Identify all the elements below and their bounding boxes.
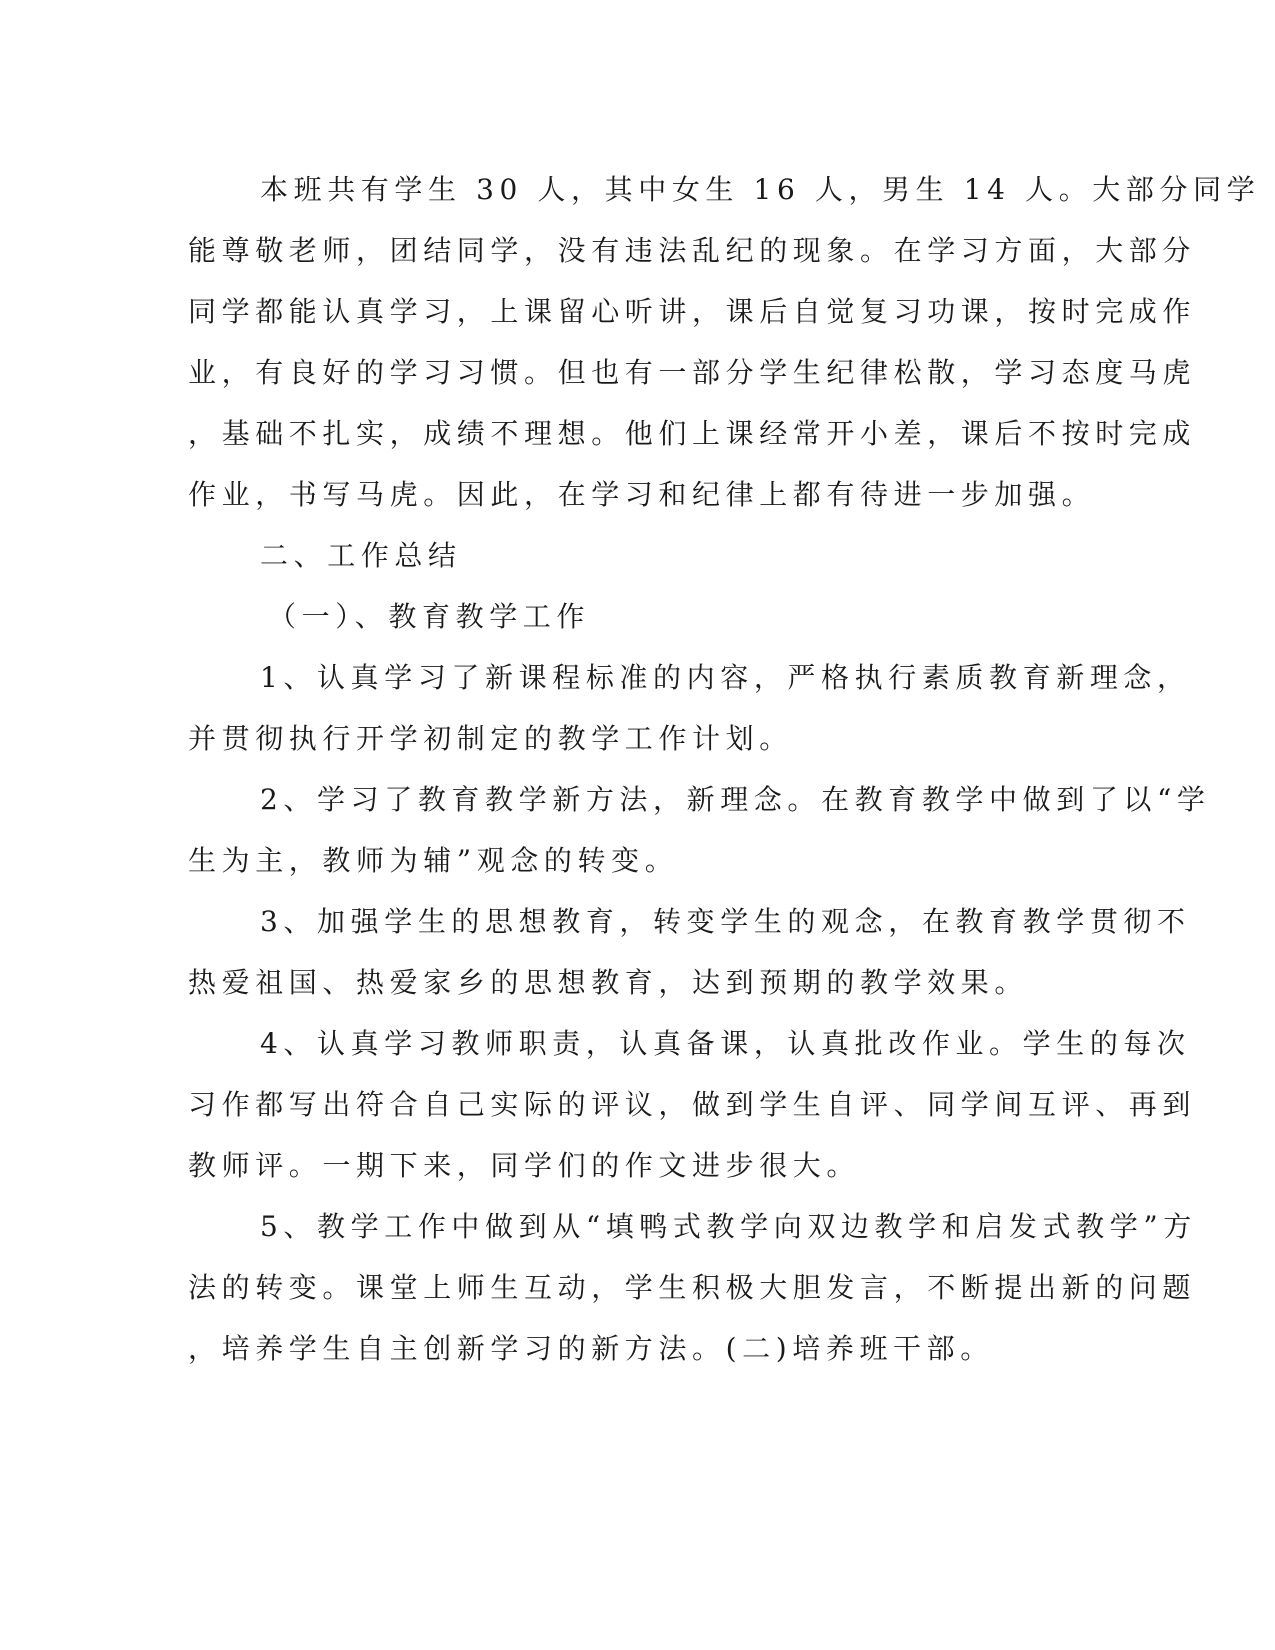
paragraph-line: 业，有良好的学习习惯。但也有一部分学生纪律松散，学习态度马虎: [188, 356, 1197, 389]
paragraph-line: 同学都能认真学习，上课留心听讲，课后自觉复习功课，按时完成作: [188, 295, 1197, 328]
list-item-line: 热爱祖国、热爱家乡的思想教育，达到预期的教学效果。: [188, 966, 1029, 999]
list-item-line: 法的转变。课堂上师生互动，学生积极大胆发言，不断提出新的问题: [188, 1271, 1197, 1304]
paragraph-line: 能尊敬老师，团结同学，没有违法乱纪的现象。在学习方面，大部分: [188, 234, 1197, 267]
list-item-line: 5、教学工作中做到从“填鸭式教学向双边教学和启发式教学”方: [260, 1210, 1197, 1243]
paragraph-line: 作业，书写马虎。因此，在学习和纪律上都有待进一步加强。: [188, 478, 1096, 511]
list-item-line: 并贯彻执行开学初制定的教学工作计划。: [188, 722, 793, 755]
paragraph-line: 本班共有学生 30 人，其中女生 16 人，男生 14 人。大部分同学: [260, 173, 1261, 206]
list-item-line: 1、认真学习了新课程标准的内容，严格执行素质教育新理念，: [260, 661, 1191, 694]
subsection-heading: （一）、教育教学工作: [268, 600, 591, 633]
list-item-line: 生为主，教师为辅”观念的转变。: [188, 844, 679, 877]
list-item-line: 4、认真学习教师职责，认真备课，认真批改作业。学生的每次: [260, 1027, 1191, 1060]
list-item-line: ，培养学生自主创新学习的新方法。(二)培养班干部。: [188, 1332, 994, 1365]
paragraph-line: ，基础不扎实，成绩不理想。他们上课经常开小差，课后不按时完成: [188, 417, 1197, 450]
list-item-line: 2、学习了教育教学新方法，新理念。在教育教学中做到了以“学: [260, 783, 1211, 816]
list-item-line: 习作都写出符合自己实际的评议，做到学生自评、同学间互评、再到: [188, 1088, 1197, 1121]
list-item-line: 3、加强学生的思想教育，转变学生的观念，在教育教学贯彻不: [260, 905, 1191, 938]
list-item-line: 教师评。一期下来，同学们的作文进步很大。: [188, 1149, 861, 1182]
section-heading: 二、工作总结: [260, 539, 462, 572]
